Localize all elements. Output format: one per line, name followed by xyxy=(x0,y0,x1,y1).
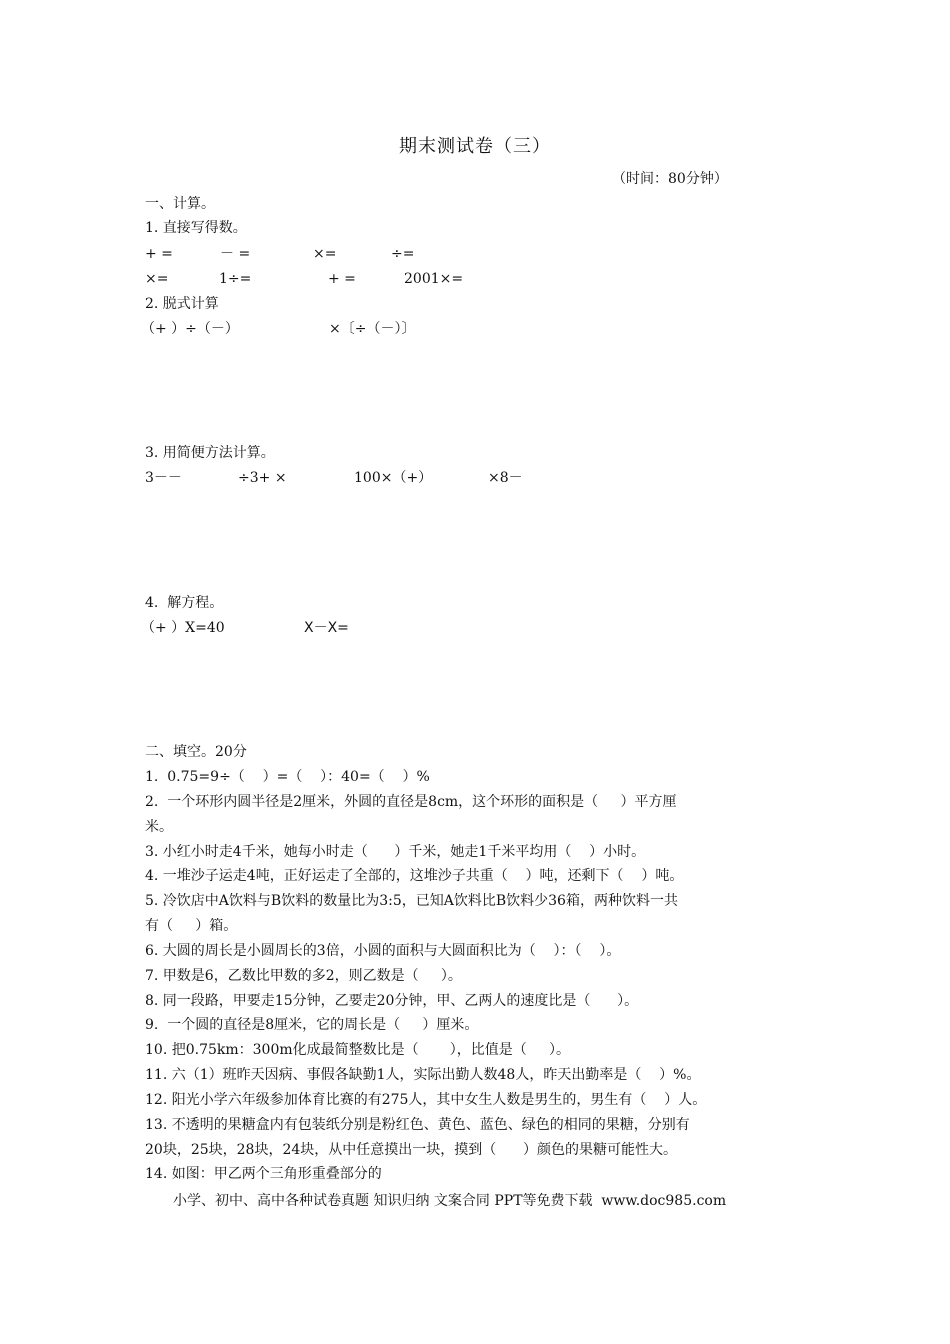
q1-row2-item: ×= xyxy=(145,271,169,287)
q1-row2-item: 1÷= xyxy=(219,271,252,287)
section-1-heading: 一、计算。 xyxy=(145,196,215,212)
q1-row1-item: + = xyxy=(145,246,173,262)
fill-line: 有（ ）箱。 xyxy=(145,918,238,934)
section-2-heading: 二、填空。20分 xyxy=(145,744,247,760)
q1-row2-item: 2001×= xyxy=(404,271,464,287)
fill-line: 11. 六（1）班昨天因病、事假各缺勤1人，实际出勤人数48人，昨天出勤率是（ ）%。 xyxy=(145,1067,701,1083)
q2-item: ×〔÷（－）〕 xyxy=(329,321,416,337)
q3-item: 100×（+） xyxy=(354,470,433,486)
q3-label: 3. 用简便方法计算。 xyxy=(145,445,275,461)
fill-line: 5. 冷饮店中A饮料与B饮料的数量比为3:5，已知A饮料比B饮料少36箱，两种饮料一共 xyxy=(145,893,678,909)
q1-row1-item: － = xyxy=(220,246,251,262)
q1-row2-item: + = xyxy=(328,271,356,287)
q2-item: （+ ）÷（－） xyxy=(141,321,239,337)
q4-label: 4. 解方程。 xyxy=(145,595,224,611)
fill-line: 1. 0.75=9÷（ ）=（ ）：40=（ ）% xyxy=(145,769,430,785)
fill-line: 8. 同一段路，甲要走15分钟，乙要走20分钟，甲、乙两人的速度比是（ ）。 xyxy=(145,993,639,1009)
page-title: 期末测试卷（三） xyxy=(399,136,551,157)
q2-label: 2. 脱式计算 xyxy=(145,296,219,312)
fill-line: 10. 把0.75km：300m化成最简整数比是（ ），比值是（ ）。 xyxy=(145,1042,571,1058)
fill-line: 6. 大圆的周长是小圆周长的3倍，小圆的面积与大圆面积比为（ ）：（ ）。 xyxy=(145,943,621,959)
fill-line: 2. 一个环形内圆半径是2厘米，外圆的直径是8cm，这个环形的面积是（ ）平方厘 xyxy=(145,794,677,810)
q1-label: 1. 直接写得数。 xyxy=(145,220,247,236)
fill-line: 7. 甲数是6，乙数比甲数的多2，则乙数是（ ）。 xyxy=(145,968,462,984)
q4-item: X－X= xyxy=(304,620,349,636)
fill-line: 米。 xyxy=(145,819,173,835)
q1-row1-item: ÷= xyxy=(391,246,415,262)
fill-line: 9. 一个圆的直径是8厘米，它的周长是（ ）厘米。 xyxy=(145,1017,479,1033)
time-note: （时间：80分钟） xyxy=(612,171,728,187)
q3-item: 3－－ xyxy=(145,470,182,486)
footer: 小学、初中、高中各种试卷真题 知识归纳 文案合同 PPT等免费下载 www.doc985.com xyxy=(173,1193,727,1209)
q3-item: ÷3+ × xyxy=(238,470,287,486)
fill-line: 13. 不透明的果糖盒内有包装纸分别是粉红色、黄色、蓝色、绿色的相同的果糖，分别有 xyxy=(145,1117,690,1133)
q4-item: （+ ）X=40 xyxy=(141,620,225,636)
q1-row1-item: ×= xyxy=(313,246,337,262)
fill-line: 14. 如图：甲乙两个三角形重叠部分的 xyxy=(145,1166,382,1182)
fill-line: 4. 一堆沙子运走4吨，正好运走了全部的，这堆沙子共重（ ）吨，还剩下（ ）吨。 xyxy=(145,868,684,884)
fill-line: 12. 阳光小学六年级参加体育比赛的有275人，其中女生人数是男生的，男生有（ ）人。 xyxy=(145,1092,707,1108)
fill-line: 20块，25块，28块，24块，从中任意摸出一块，摸到（ ）颜色的果糖可能性大。 xyxy=(145,1142,677,1158)
fill-line: 3. 小红小时走4千米，她每小时走（ ）千米，她走1千米平均用（ ）小时。 xyxy=(145,844,646,860)
q3-item: ×8－ xyxy=(488,470,523,486)
